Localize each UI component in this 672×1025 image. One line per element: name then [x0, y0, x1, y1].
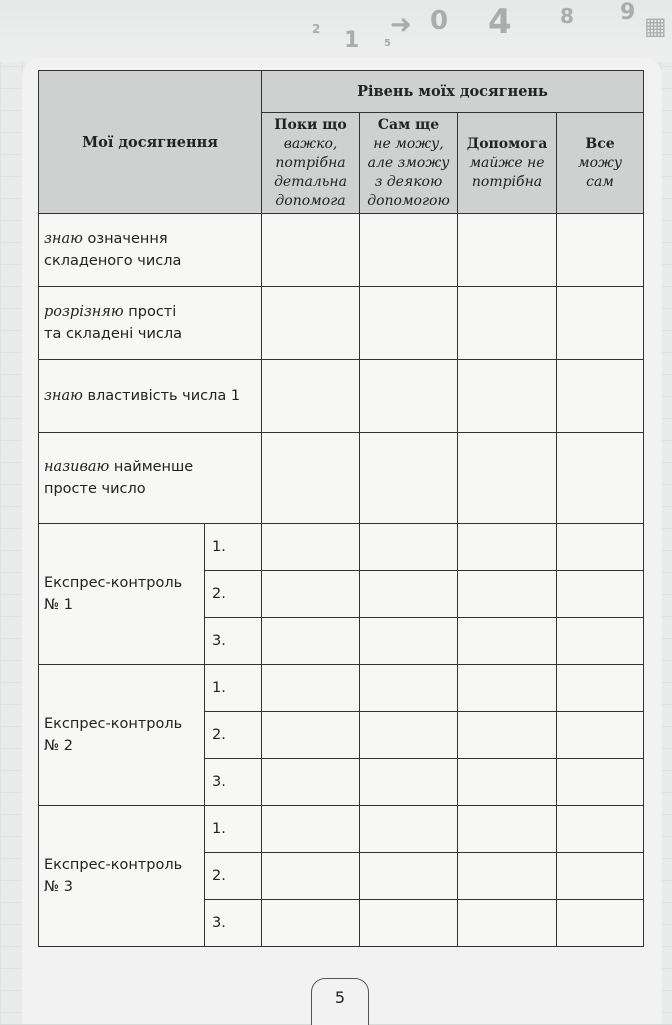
header-level-1: [262, 113, 360, 214]
level-3-line-2: майже не: [469, 154, 545, 171]
level-4-cell[interactable]: [557, 900, 644, 947]
skill-label: [39, 214, 262, 287]
level-1-cell[interactable]: [262, 433, 360, 524]
level-1-cell[interactable]: [262, 287, 360, 360]
control-title: Експрес-контроль: [44, 575, 183, 591]
achievements-table: [38, 70, 644, 947]
level-3-cell[interactable]: [458, 900, 557, 947]
skill-verb: називаю: [44, 459, 110, 475]
level-1-cell[interactable]: [262, 360, 360, 433]
control-number: № 3: [44, 879, 73, 895]
control-item-number: 1.: [205, 806, 262, 853]
level-3-line-1: Допомога: [466, 135, 548, 152]
level-1-line-4: детальна: [274, 173, 347, 190]
level-1-cell[interactable]: [262, 759, 360, 806]
skill-label: [39, 433, 262, 524]
decor-digit-icon: 8: [560, 4, 574, 28]
skill-row: [39, 214, 644, 287]
level-2-cell[interactable]: [360, 524, 458, 571]
header-level-title: Рівень моїх досягнень: [262, 71, 644, 113]
decor-digit-icon: 1: [344, 28, 360, 53]
control-label: [39, 524, 205, 665]
level-4-cell[interactable]: [557, 214, 644, 287]
skill-label: [39, 360, 262, 433]
level-4-line-3: сам: [586, 173, 614, 190]
control-row: [39, 665, 644, 712]
skill-text-line2: складеного числа: [44, 253, 182, 269]
decor-arrow-icon: ➜: [390, 10, 412, 40]
level-4-cell[interactable]: [557, 287, 644, 360]
level-4-cell[interactable]: [557, 806, 644, 853]
level-4-cell[interactable]: [557, 712, 644, 759]
level-2-line-1: Сам ще: [377, 116, 440, 133]
skill-label: [39, 287, 262, 360]
level-3-cell[interactable]: [458, 853, 557, 900]
control-row: [39, 806, 644, 853]
header-my-achievements: Мої досягнення: [39, 71, 262, 214]
level-2-cell[interactable]: [360, 287, 458, 360]
skill-text: властивість числа 1: [82, 388, 241, 404]
level-4-cell[interactable]: [557, 759, 644, 806]
level-1-cell[interactable]: [262, 806, 360, 853]
level-2-cell[interactable]: [360, 712, 458, 759]
level-4-cell[interactable]: [557, 665, 644, 712]
control-label: [39, 665, 205, 806]
level-1-cell[interactable]: [262, 665, 360, 712]
level-4-cell[interactable]: [557, 433, 644, 524]
control-item-number: 1.: [205, 524, 262, 571]
decor-digit-icon: 2: [312, 22, 321, 36]
level-2-line-4: з деякою: [374, 173, 443, 190]
page-number: 5: [311, 978, 369, 1025]
skill-row: [39, 433, 644, 524]
level-4-cell[interactable]: [557, 853, 644, 900]
level-2-line-5: допомогою: [367, 192, 450, 209]
level-3-cell[interactable]: [458, 571, 557, 618]
skill-row: [39, 287, 644, 360]
level-4-cell[interactable]: [557, 360, 644, 433]
level-3-cell[interactable]: [458, 618, 557, 665]
level-4-cell[interactable]: [557, 618, 644, 665]
skill-text: найменше: [109, 459, 194, 475]
level-2-cell[interactable]: [360, 571, 458, 618]
level-1-line-5: допомога: [275, 192, 346, 209]
level-1-cell[interactable]: [262, 853, 360, 900]
level-1-cell[interactable]: [262, 571, 360, 618]
control-label: [39, 806, 205, 947]
level-1-line-3: потрібна: [275, 154, 346, 171]
decor-digit-icon: 0: [430, 6, 449, 36]
skill-verb: розрізняю: [44, 304, 124, 320]
level-1-line-2: важко,: [283, 135, 338, 152]
control-item-number: 2.: [205, 571, 262, 618]
decor-digit-icon: 4: [488, 2, 512, 42]
level-2-cell[interactable]: [360, 433, 458, 524]
level-1-cell[interactable]: [262, 900, 360, 947]
level-4-line-1: Все: [585, 135, 615, 152]
control-number: № 1: [44, 597, 73, 613]
level-1-cell[interactable]: [262, 524, 360, 571]
skill-row: [39, 360, 644, 433]
control-item-number: 2.: [205, 712, 262, 759]
decor-digit-icon: 9: [620, 0, 636, 25]
level-2-cell[interactable]: [360, 806, 458, 853]
level-3-cell[interactable]: [458, 287, 557, 360]
level-2-cell[interactable]: [360, 618, 458, 665]
control-item-number: 3.: [205, 759, 262, 806]
level-4-cell[interactable]: [557, 524, 644, 571]
level-4-cell[interactable]: [557, 571, 644, 618]
level-3-cell[interactable]: [458, 433, 557, 524]
control-item-number: 1.: [205, 665, 262, 712]
level-3-line-3: потрібна: [471, 173, 543, 190]
level-1-cell[interactable]: [262, 618, 360, 665]
skill-text: прості: [123, 304, 177, 320]
level-3-cell[interactable]: [458, 360, 557, 433]
control-row: [39, 524, 644, 571]
skill-text-line2: просте число: [44, 481, 146, 497]
level-3-cell[interactable]: [458, 214, 557, 287]
level-2-line-3: але зможу: [367, 154, 450, 171]
level-3-cell[interactable]: [458, 759, 557, 806]
control-number: № 2: [44, 738, 73, 754]
skill-text: означення: [82, 231, 168, 247]
control-item-number: 3.: [205, 618, 262, 665]
level-3-cell[interactable]: [458, 806, 557, 853]
level-2-cell[interactable]: [360, 665, 458, 712]
top-decoration-band: [0, 0, 672, 62]
level-1-cell[interactable]: [262, 214, 360, 287]
skill-verb: знаю: [44, 388, 83, 404]
decor-calculator-icon: ▦: [644, 12, 667, 40]
header-level-3: [458, 113, 557, 214]
control-item-number: 3.: [205, 900, 262, 947]
control-item-number: 2.: [205, 853, 262, 900]
level-4-line-2: можу: [577, 154, 623, 171]
level-2-cell[interactable]: [360, 360, 458, 433]
level-2-cell[interactable]: [360, 853, 458, 900]
level-3-cell[interactable]: [458, 712, 557, 759]
level-2-line-2: не можу,: [373, 135, 444, 152]
level-1-line-1: Поки що: [274, 116, 347, 133]
decor-digit-icon: 5: [384, 38, 391, 49]
header-level-4: [557, 113, 644, 214]
level-3-cell[interactable]: [458, 524, 557, 571]
control-title: Експрес-контроль: [44, 857, 183, 873]
header-level-2: [360, 113, 458, 214]
skill-text-line2: та складені числа: [44, 326, 183, 342]
skill-verb: знаю: [44, 231, 83, 247]
level-1-cell[interactable]: [262, 712, 360, 759]
level-2-cell[interactable]: [360, 759, 458, 806]
level-2-cell[interactable]: [360, 900, 458, 947]
control-title: Експрес-контроль: [44, 716, 183, 732]
level-2-cell[interactable]: [360, 214, 458, 287]
level-3-cell[interactable]: [458, 665, 557, 712]
